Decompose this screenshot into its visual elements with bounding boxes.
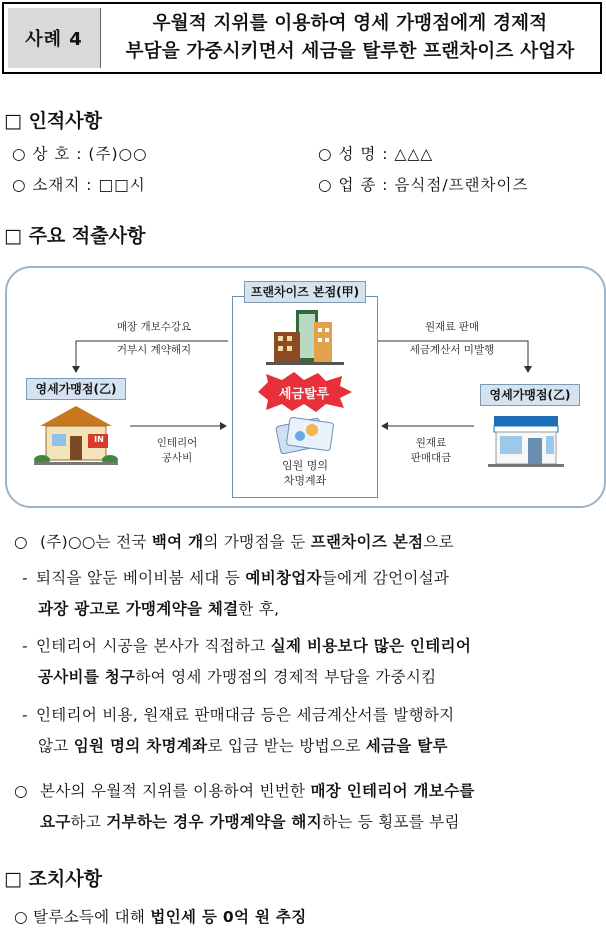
info-label: ○ 상 호 : <box>12 145 83 163</box>
shop-sign: IN <box>94 435 104 444</box>
left-top-caption <box>94 320 214 335</box>
text-run: 으로 <box>423 533 454 551</box>
info-value: 음식점/프랜차이즈 <box>394 176 529 194</box>
finding-detail-2-cont <box>38 665 606 687</box>
right-top-line1: 원재료 판매 <box>424 321 480 333</box>
bold-text-run: 실제 비용보다 많은 인테리어 <box>270 637 472 655</box>
left-top-line1: 매장 개보수강요 <box>116 321 192 333</box>
right-mid-line2: 판매대금 <box>410 452 452 464</box>
bold-text-run: 공사비를 청구 <box>38 668 136 686</box>
detail-line1 <box>36 637 471 655</box>
info-label: ○ 업 종 : <box>318 176 389 194</box>
right-store-label: 영세가맹점(乙) <box>480 384 580 406</box>
case-title-line2: 부담을 가중시키면서 세금을 탈루한 프랜차이즈 사업자 <box>125 41 575 62</box>
hq-label: 프랜차이즈 본점(甲) <box>244 281 366 303</box>
tax-evasion-label: 세금탈루 <box>278 387 330 402</box>
left-top-caption-2 <box>94 343 214 358</box>
info-value: △△△ <box>394 145 434 163</box>
left-mid-line1: 인테리어 <box>156 437 198 449</box>
bullet-circle: ○ <box>14 782 28 800</box>
bank-account-icon <box>272 414 338 454</box>
case-header <box>2 2 602 74</box>
finding-paragraph-2 <box>14 779 606 801</box>
paragraph-line1 <box>40 782 475 800</box>
detail-line1 <box>36 569 449 587</box>
finding-detail-2 <box>22 634 606 656</box>
info-value: (주)○○ <box>88 145 148 163</box>
office-building-icon <box>266 306 344 366</box>
text-run: 한 후, <box>238 600 280 618</box>
text-run: 않고 <box>38 737 74 755</box>
action-item <box>14 905 606 927</box>
section-findings-title: □ 주요 적출사항 <box>4 225 146 247</box>
convenience-store-icon <box>484 408 568 470</box>
right-top-caption-2 <box>392 343 512 358</box>
bold-text-run: 프랜차이즈 본점 <box>310 533 424 551</box>
bold-text-run: 세금을 탈루 <box>365 737 448 755</box>
bullet-dash: - <box>22 637 28 655</box>
info-name <box>318 142 433 164</box>
account-label <box>250 458 360 488</box>
text-run: 하고 <box>70 813 107 831</box>
finding-detail-3 <box>22 703 606 725</box>
bold-text-run: 임원 명의 차명계좌 <box>73 737 208 755</box>
account-label-line2: 차명계좌 <box>283 474 327 487</box>
left-mid-caption <box>132 436 222 466</box>
right-top-line2: 세금계산서 미발행 <box>409 344 495 356</box>
bold-text-run: 매장 인테리어 개보수를 <box>310 782 475 800</box>
text-run: 들에게 감언이설과 <box>321 569 450 587</box>
case-title-line1: 우월적 지위를 이용하여 영세 가맹점에게 경제적 <box>152 13 548 34</box>
info-location <box>12 173 146 195</box>
text-run: ○ 탈루소득에 대해 <box>14 908 151 926</box>
bullet-circle: ○ <box>14 533 28 551</box>
finding-detail-3-cont <box>38 734 606 756</box>
left-store-label: 영세가맹점(乙) <box>26 378 126 400</box>
right-top-caption <box>392 320 512 335</box>
left-mid-line2: 공사비 <box>161 452 193 464</box>
case-number-tag: 사례 4 <box>8 8 101 68</box>
case-title <box>104 8 596 68</box>
action-text <box>14 908 306 926</box>
bullet-dash: - <box>22 569 28 587</box>
text-run: 하여 영세 가맹점의 경제적 부담을 가중시킴 <box>135 668 437 686</box>
left-top-line2: 거부시 계약해지 <box>116 344 192 356</box>
bullet-dash: - <box>22 706 28 724</box>
detail-line2 <box>38 600 279 618</box>
finding-detail-1-cont <box>38 597 606 619</box>
info-label: ○ 성 명 : <box>318 145 389 163</box>
text-run: (주)○○는 전국 <box>40 533 152 551</box>
paragraph-text <box>40 533 454 551</box>
bold-text-run: 과장 광고로 가맹계약을 체결 <box>38 600 239 618</box>
detail-line2 <box>38 737 448 755</box>
bold-text-run: 백여 개 <box>151 533 204 551</box>
section-personal-info-title: □ 인적사항 <box>4 110 102 132</box>
text-run: 인테리어 시공을 본사가 직접하고 <box>36 637 271 655</box>
info-company <box>12 142 148 164</box>
detail-line1 <box>36 706 454 724</box>
text-run: 하는 등 횡포를 부림 <box>321 813 460 831</box>
finding-detail-1 <box>22 566 606 588</box>
info-industry <box>318 173 528 195</box>
bold-text-run: 요구 <box>40 813 71 831</box>
finding-paragraph-2-cont <box>40 810 606 832</box>
paragraph-line2 <box>40 813 460 831</box>
section-actions-title: □ 조치사항 <box>4 868 102 890</box>
text-run: 인테리어 비용, 원재료 판매대금 등은 세금계산서를 발행하지 <box>36 706 455 724</box>
account-label-line1: 임원 명의 <box>281 459 328 472</box>
text-run: 본사의 우월적 지위를 이용하여 빈번한 <box>40 782 311 800</box>
bold-text-run: 법인세 등 0억 원 추징 <box>150 908 307 926</box>
info-label: ○ 소재지 : <box>12 176 93 194</box>
text-run: 퇴직을 앞둔 베이비붐 세대 등 <box>36 569 246 587</box>
bold-text-run: 거부하는 경우 가맹계약을 해지 <box>106 813 322 831</box>
text-run: 로 입금 받는 방법으로 <box>207 737 366 755</box>
right-mid-caption <box>386 436 476 466</box>
finding-paragraph-1 <box>14 530 604 552</box>
text-run: 의 가맹점을 둔 <box>203 533 311 551</box>
detail-line2 <box>38 668 436 686</box>
right-mid-line1: 원재료 <box>415 437 447 449</box>
info-value: □□시 <box>98 176 146 194</box>
bold-text-run: 예비창업자 <box>245 569 322 587</box>
